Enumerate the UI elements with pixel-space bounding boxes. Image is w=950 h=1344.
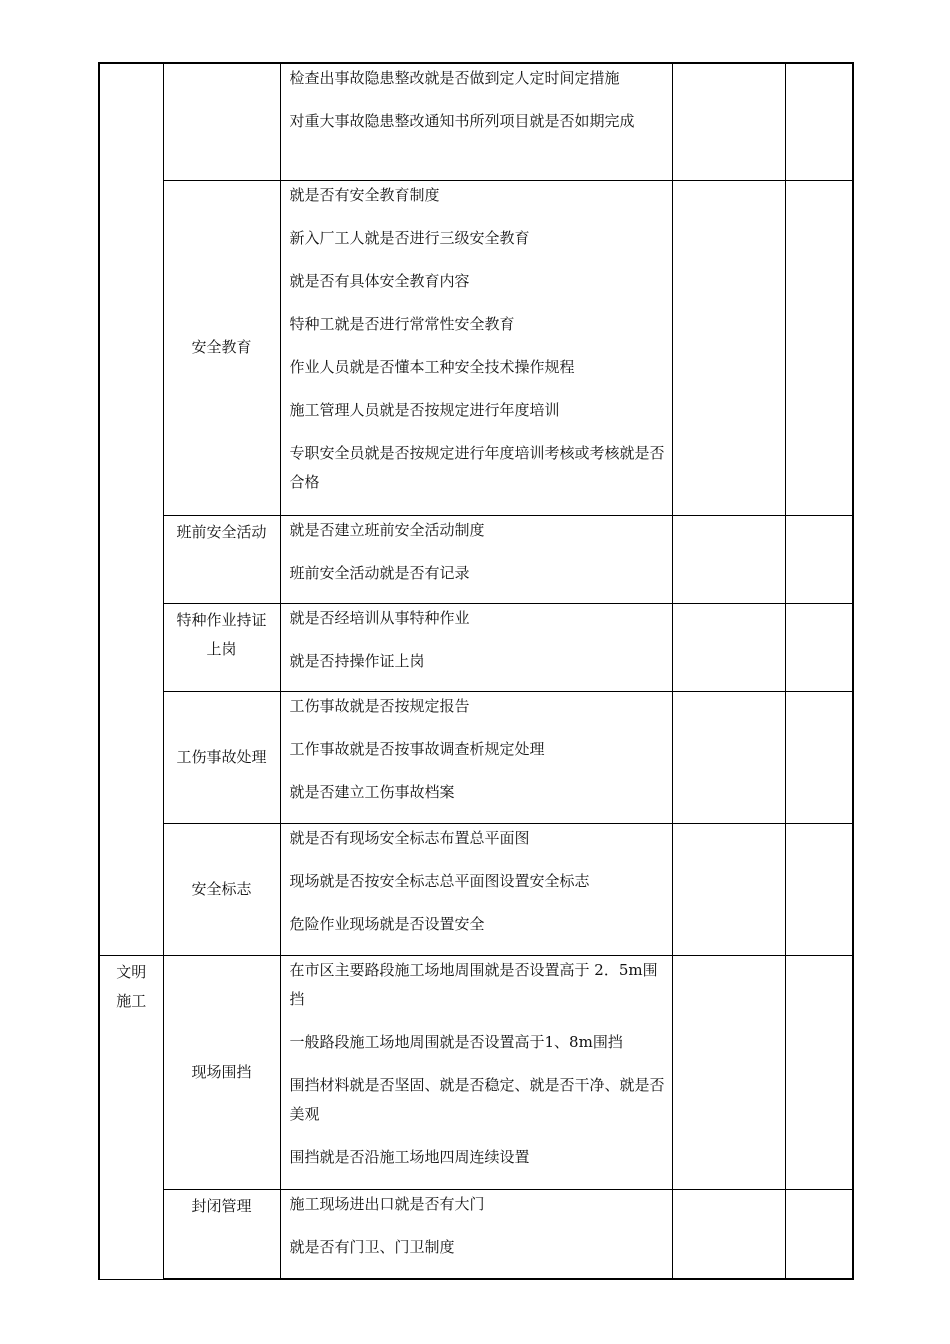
- check-item: 作业人员就是否懂本工种安全技术操作规程: [289, 357, 575, 376]
- remark-cell: [785, 180, 853, 515]
- check-item: 现场就是否按安全标志总平面图设置安全标志: [289, 871, 590, 890]
- table-row: [99, 691, 853, 823]
- check-items-cell: [280, 691, 672, 823]
- checklist-table: [98, 62, 854, 1280]
- check-item: 施工管理人员就是否按规定进行年度培训: [289, 400, 560, 419]
- check-item: 班前安全活动就是否有记录: [289, 563, 470, 582]
- table-row: [99, 823, 853, 955]
- table-row: [99, 515, 853, 603]
- result-cell: [672, 180, 785, 515]
- check-item: 施工现场进出口就是否有大门: [289, 1194, 485, 1213]
- check-item: 就是否经培训从事特种作业: [289, 608, 470, 627]
- remark-cell: [785, 823, 853, 955]
- result-cell: [672, 1189, 785, 1279]
- check-item: 危险作业现场就是否设置安全: [289, 914, 485, 933]
- category-cell: [99, 63, 163, 955]
- check-item: 一般路段施工场地周围就是否设置高于1、8m围挡: [289, 1032, 623, 1051]
- table-row: [99, 1189, 853, 1279]
- check-items-cell: [280, 603, 672, 691]
- subject-cell: 安全标志: [163, 823, 280, 955]
- remark-cell: [785, 515, 853, 603]
- check-item: 专职安全员就是否按规定进行年度培训考核或考核就是否合格: [289, 443, 665, 491]
- table-row: [99, 63, 853, 180]
- check-item: 特种工就是否进行常常性安全教育: [289, 314, 515, 333]
- check-item: 就是否有安全教育制度: [289, 185, 440, 204]
- check-items-cell: [280, 823, 672, 955]
- check-item: 围挡就是否沿施工场地四周连续设置: [289, 1147, 530, 1166]
- category-label-line: 文明: [116, 962, 147, 981]
- remark-cell: [785, 603, 853, 691]
- check-item: 围挡材料就是否坚固、就是否稳定、就是否干净、就是否美观: [289, 1075, 665, 1123]
- remark-cell: [785, 691, 853, 823]
- result-cell: [672, 515, 785, 603]
- check-items-cell: [280, 1189, 672, 1279]
- subject-cell: 特种作业持证上岗: [163, 603, 280, 691]
- check-item: 对重大事故隐患整改通知书所列项目就是否如期完成: [289, 112, 635, 130]
- remark-cell: [785, 63, 853, 180]
- subject-cell: 封闭管理: [163, 1189, 280, 1279]
- result-cell: [672, 823, 785, 955]
- check-items-cell: [280, 515, 672, 603]
- check-items-cell: [280, 180, 672, 515]
- subject-cell: 安全教育: [163, 180, 280, 515]
- check-item: 就是否建立班前安全活动制度: [289, 520, 485, 539]
- check-items-cell: [280, 955, 672, 1189]
- category-label-line: 施工: [116, 991, 147, 1010]
- table-row: [99, 180, 853, 515]
- remark-cell: [785, 1189, 853, 1279]
- subject-cell: 班前安全活动: [163, 515, 280, 603]
- table-row: [99, 955, 853, 1189]
- subject-cell: 现场围挡: [163, 955, 280, 1189]
- result-cell: [672, 63, 785, 180]
- check-item: 就是否持操作证上岗: [289, 651, 425, 670]
- check-item: 在市区主要路段施工场地周围就是否设置高于 2．5m围挡: [289, 960, 658, 1008]
- result-cell: [672, 603, 785, 691]
- remark-cell: [785, 955, 853, 1189]
- check-item: 就是否有门卫、门卫制度: [289, 1237, 455, 1256]
- check-item: 新入厂工人就是否进行三级安全教育: [289, 228, 530, 247]
- inspection-checklist: [98, 62, 852, 1278]
- check-items-cell: [280, 63, 672, 180]
- table-row: [99, 603, 853, 691]
- check-item: 就是否有具体安全教育内容: [289, 271, 470, 290]
- check-item: 就是否有现场安全标志布置总平面图: [289, 828, 530, 847]
- check-item: 工作事故就是否按事故调查析规定处理: [289, 739, 545, 758]
- check-item: 就是否建立工伤事故档案: [289, 782, 455, 801]
- subject-cell: [163, 63, 280, 180]
- result-cell: [672, 691, 785, 823]
- check-item: 检查出事故隐患整改就是否做到定人定时间定措施: [289, 69, 620, 87]
- subject-cell: 工伤事故处理: [163, 691, 280, 823]
- check-item: 工伤事故就是否按规定报告: [289, 696, 470, 715]
- category-cell: [99, 955, 163, 1279]
- result-cell: [672, 955, 785, 1189]
